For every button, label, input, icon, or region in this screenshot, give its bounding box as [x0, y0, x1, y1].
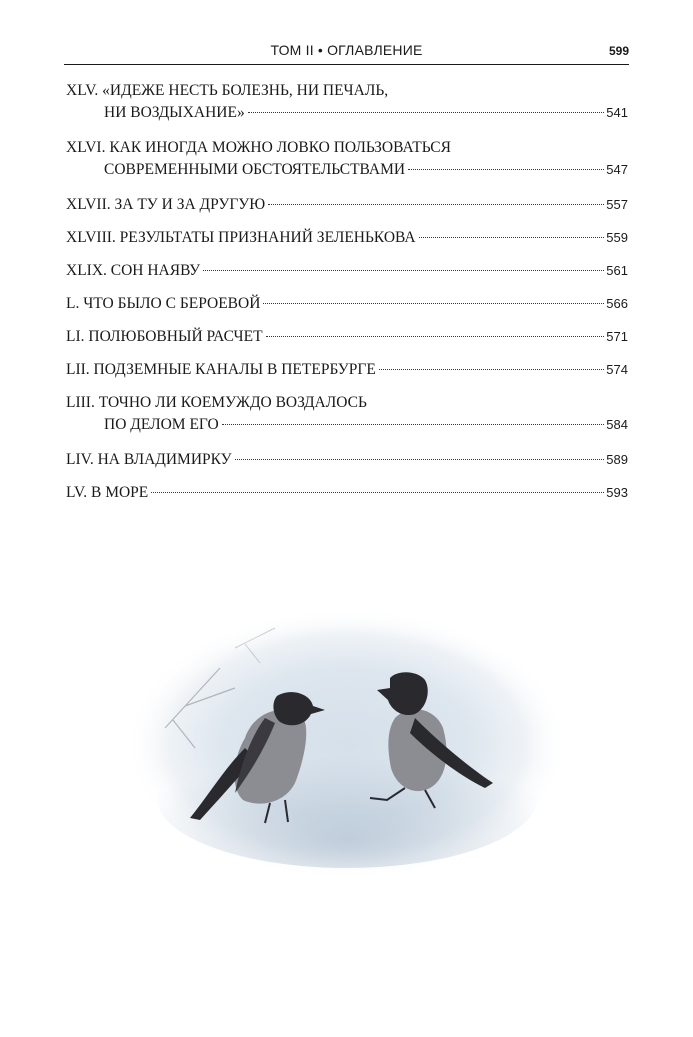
dot-leader — [419, 237, 605, 238]
dot-leader — [379, 369, 604, 370]
toc-entry-page: 547 — [606, 162, 628, 177]
dot-leader — [408, 169, 604, 170]
dot-leader — [222, 424, 605, 425]
toc-entry-title: L. ЧТО БЫЛО С БЕРОЕВОЙ — [66, 295, 261, 312]
dot-leader — [203, 270, 604, 271]
toc-entry-title: LI. ПОЛЮБОВНЫЙ РАСЧЕТ — [66, 328, 263, 345]
header-page-number: 599 — [608, 44, 629, 58]
toc-entry-page: 559 — [606, 230, 628, 245]
toc-entry-title: XLV. «ИДЕЖЕ НЕСТЬ БОЛЕЗНЬ, НИ ПЕЧАЛЬ, — [66, 82, 389, 99]
toc-entry-page: 593 — [606, 485, 628, 500]
toc-entry-line — [66, 227, 628, 249]
toc-entry-page: 584 — [606, 417, 628, 432]
toc-entry — [66, 326, 628, 348]
toc-entry-title: XLIX. СОН НАЯВУ — [66, 262, 201, 279]
toc-entry-line — [66, 359, 628, 381]
toc-entry — [66, 194, 628, 216]
toc-entry-page: 541 — [606, 105, 628, 120]
toc-entry-line — [66, 293, 628, 315]
toc-entry — [66, 449, 628, 471]
toc-entry-line — [66, 194, 628, 216]
toc-entry-title: LIV. НА ВЛАДИМИРКУ — [66, 451, 232, 468]
toc-entry-page: 557 — [606, 197, 628, 212]
toc-entry-line — [66, 137, 628, 159]
toc-entry — [66, 482, 628, 504]
running-header — [64, 40, 629, 65]
toc-entry — [66, 392, 628, 436]
dot-leader — [263, 303, 604, 304]
dot-leader — [248, 112, 605, 113]
header-title: ТОМ II • ОГЛАВЛЕНИЕ — [270, 42, 423, 58]
toc-entry-title: XLVII. ЗА ТУ И ЗА ДРУГУЮ — [66, 196, 266, 213]
toc-entry-title: XLVIII. РЕЗУЛЬТАТЫ ПРИЗНАНИЙ ЗЕЛЕНЬКОВА — [66, 229, 416, 246]
toc-entry — [66, 137, 628, 181]
toc-entry-page: 566 — [606, 296, 628, 311]
toc-entry-line — [66, 392, 628, 414]
dot-leader — [235, 459, 605, 460]
toc-entry-page: 571 — [606, 329, 628, 344]
toc-entry-title: LIII. ТОЧНО ЛИ КОЕМУЖДО ВОЗДАЛОСЬ — [66, 394, 367, 411]
toc-entry-title: LV. В МОРЕ — [66, 484, 149, 501]
toc-entry-page: 589 — [606, 452, 628, 467]
two-crows-in-snow-illustration — [125, 608, 570, 880]
toc-entry — [66, 359, 628, 381]
toc-entry-title: ПО ДЕЛОМ ЕГО — [104, 416, 219, 433]
toc-entry — [66, 260, 628, 282]
dot-leader — [268, 204, 604, 205]
toc-entry-line — [66, 102, 628, 124]
toc-entry-line — [66, 80, 628, 102]
toc-entry-title: LII. ПОДЗЕМНЫЕ КАНАЛЫ В ПЕТЕРБУРГЕ — [66, 361, 376, 378]
table-of-contents — [66, 80, 628, 515]
dot-leader — [151, 492, 604, 493]
toc-entry-line — [66, 260, 628, 282]
toc-entry-page: 574 — [606, 362, 628, 377]
toc-entry — [66, 80, 628, 124]
toc-entry-line — [66, 414, 628, 436]
toc-entry-line — [66, 482, 628, 504]
toc-entry-title: НИ ВОЗДЫХАНИЕ» — [104, 104, 245, 121]
toc-entry — [66, 227, 628, 249]
toc-entry-line — [66, 326, 628, 348]
toc-entry-title: СОВРЕМЕННЫМИ ОБСТОЯТЕЛЬСТВАМИ — [104, 161, 406, 178]
toc-entry-page: 561 — [606, 263, 628, 278]
toc-entry-line — [66, 159, 628, 181]
dot-leader — [266, 336, 605, 337]
toc-entry-title: XLVI. КАК ИНОГДА МОЖНО ЛОВКО ПОЛЬЗОВАТЬСЯ — [66, 139, 451, 156]
toc-entry — [66, 293, 628, 315]
toc-entry-line — [66, 449, 628, 471]
